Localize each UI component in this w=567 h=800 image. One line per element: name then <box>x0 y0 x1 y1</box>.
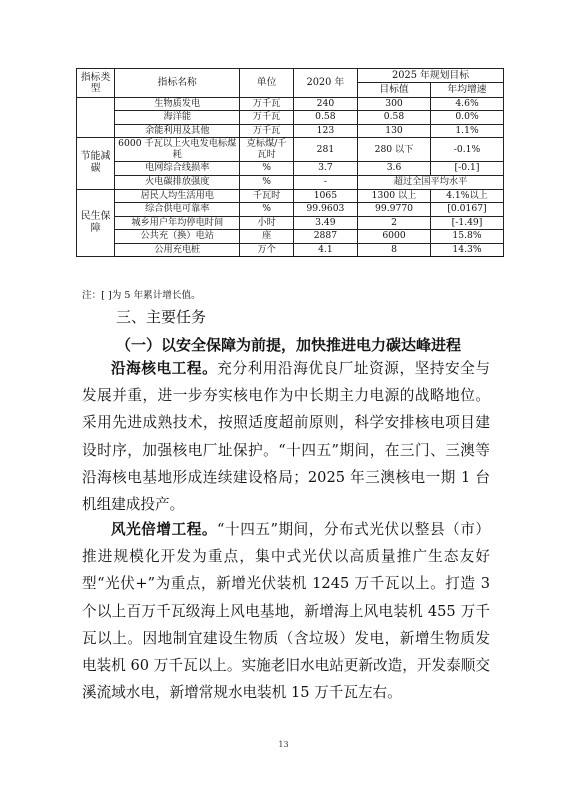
row-rate: [0.0167] <box>431 203 504 217</box>
row-2020: - <box>293 176 357 190</box>
paragraph-body: 充分利用沿海优良厂址资源，坚持安全与发展并重，进一步夯实核电作为中长期主力电源的战略地位。采用先进成熟技术，按照适度超前原则，科学安排核电项目建设时序，加强核电厂址保护。“十四五”期间，在三门、三澳等沿海核电基地形成连续建设格局；2025 年三澳核电一期 1 台机组建成投产。 <box>82 360 490 514</box>
row-target: 1300 以上 <box>358 189 431 203</box>
row-rate: [-0.1] <box>431 162 504 176</box>
table-row <box>77 216 504 230</box>
row-target: 6000 <box>358 230 431 244</box>
row-2020: 240 <box>293 97 357 111</box>
row-2020: 1065 <box>293 189 357 203</box>
row-target: 2 <box>358 216 431 230</box>
header-target: 目标值 <box>358 83 431 97</box>
row-target: 130 <box>358 124 431 138</box>
row-target: 8 <box>358 243 431 257</box>
row-rate: 4.1%以上 <box>431 189 504 203</box>
table-row <box>77 243 504 257</box>
row-2020: 123 <box>293 124 357 138</box>
row-unit: 座 <box>240 230 293 244</box>
table-row <box>77 124 504 138</box>
page-number: 13 <box>278 740 289 749</box>
row-unit: 千瓦时 <box>240 189 293 203</box>
row-target: 99.9770 <box>358 203 431 217</box>
row-name: 公用充电桩 <box>115 243 240 257</box>
row-type <box>77 97 115 138</box>
row-rate: 4.6% <box>431 97 504 111</box>
row-rate: 15.8% <box>431 230 504 244</box>
row-unit: % <box>240 203 293 217</box>
row-unit: 克标煤/千瓦时 <box>240 138 293 162</box>
header-target-group: 2025 年规划目标 <box>358 69 504 83</box>
table-row <box>77 97 504 111</box>
row-rate: [-1.49] <box>431 216 504 230</box>
row-target: 0.58 <box>358 111 431 125</box>
row-type: 节能减碳 <box>77 138 115 189</box>
table-row <box>77 203 504 217</box>
row-rate: -0.1% <box>431 138 504 162</box>
row-2020: 281 <box>293 138 357 162</box>
row-name: 电网综合线损率 <box>115 162 240 176</box>
row-target-merged: 超过全国平均水平 <box>358 176 504 190</box>
paragraph-body: “十四五”期间，分布式光伏以整县（市）推进规模化开发为重点，集中式光伏以高质量推广生态友好型“光伏+”为重点，新增光伏装机 1245 万千瓦以上。打造 3 个以上百万千瓦级海上风电基地，新增海上风电装机 455 万千瓦以上。因地制宜建设生物质（含垃圾）发电，新增生物质发电装机 60 万千瓦以上。实施老旧水电站更新改造，开发泰顺交溪流域水电，新增常规水电装机 15 万千瓦左右。 <box>82 521 490 702</box>
table-row <box>77 189 504 203</box>
row-2020: 4.1 <box>293 243 357 257</box>
table-row <box>77 230 504 244</box>
row-unit: 小时 <box>240 216 293 230</box>
row-2020: 0.58 <box>293 111 357 125</box>
header-name: 指标名称 <box>115 69 240 98</box>
row-rate: 1.1% <box>431 124 504 138</box>
paragraph-lead: 风光倍增工程。 <box>111 521 218 538</box>
row-2020: 2887 <box>293 230 357 244</box>
header-rate: 年均增速 <box>431 83 504 97</box>
row-name: 6000 千瓦以上火电发电标煤耗 <box>115 138 240 162</box>
row-target: 300 <box>358 97 431 111</box>
table-row <box>77 162 504 176</box>
row-unit: % <box>240 176 293 190</box>
table-row <box>77 138 504 162</box>
row-name: 海洋能 <box>115 111 240 125</box>
row-name: 公共充（换）电站 <box>115 230 240 244</box>
row-rate: 14.3% <box>431 243 504 257</box>
row-name: 城乡用户年均停电时间 <box>115 216 240 230</box>
table-row <box>77 111 504 125</box>
row-name: 综合供电可靠率 <box>115 203 240 217</box>
row-unit: % <box>240 162 293 176</box>
row-unit: 万千瓦 <box>240 111 293 125</box>
row-target: 280 以下 <box>358 138 431 162</box>
row-name: 居民人均生活用电 <box>115 189 240 203</box>
header-unit: 单位 <box>240 69 293 98</box>
row-rate: 0.0% <box>431 111 504 125</box>
header-2020: 2020 年 <box>293 69 357 98</box>
sub-heading: （一）以安全保障为前提，加快推进电力碳达峰进程 <box>116 336 462 354</box>
header-type: 指标类型 <box>77 69 115 98</box>
indicator-table <box>76 68 504 257</box>
paragraph-lead: 沿海核电工程。 <box>111 360 218 377</box>
row-2020: 3.7 <box>293 162 357 176</box>
table-note: 注：[ ]为 5 年累计增长值。 <box>82 290 201 301</box>
row-target: 3.6 <box>358 162 431 176</box>
row-2020: 99.9603 <box>293 203 357 217</box>
row-name: 火电碳排放强度 <box>115 176 240 190</box>
table-row <box>77 176 504 190</box>
row-unit: 万千瓦 <box>240 124 293 138</box>
row-2020: 3.49 <box>293 216 357 230</box>
row-unit: 万个 <box>240 243 293 257</box>
row-name: 余能利用及其他 <box>115 124 240 138</box>
row-name: 生物质发电 <box>115 97 240 111</box>
section-heading: 三、主要任务 <box>116 308 207 326</box>
paragraph-nuclear <box>82 355 490 518</box>
row-unit: 万千瓦 <box>240 97 293 111</box>
table-header <box>77 69 504 98</box>
row-type: 民生保障 <box>77 189 115 257</box>
paragraph-wind-solar <box>82 516 490 706</box>
